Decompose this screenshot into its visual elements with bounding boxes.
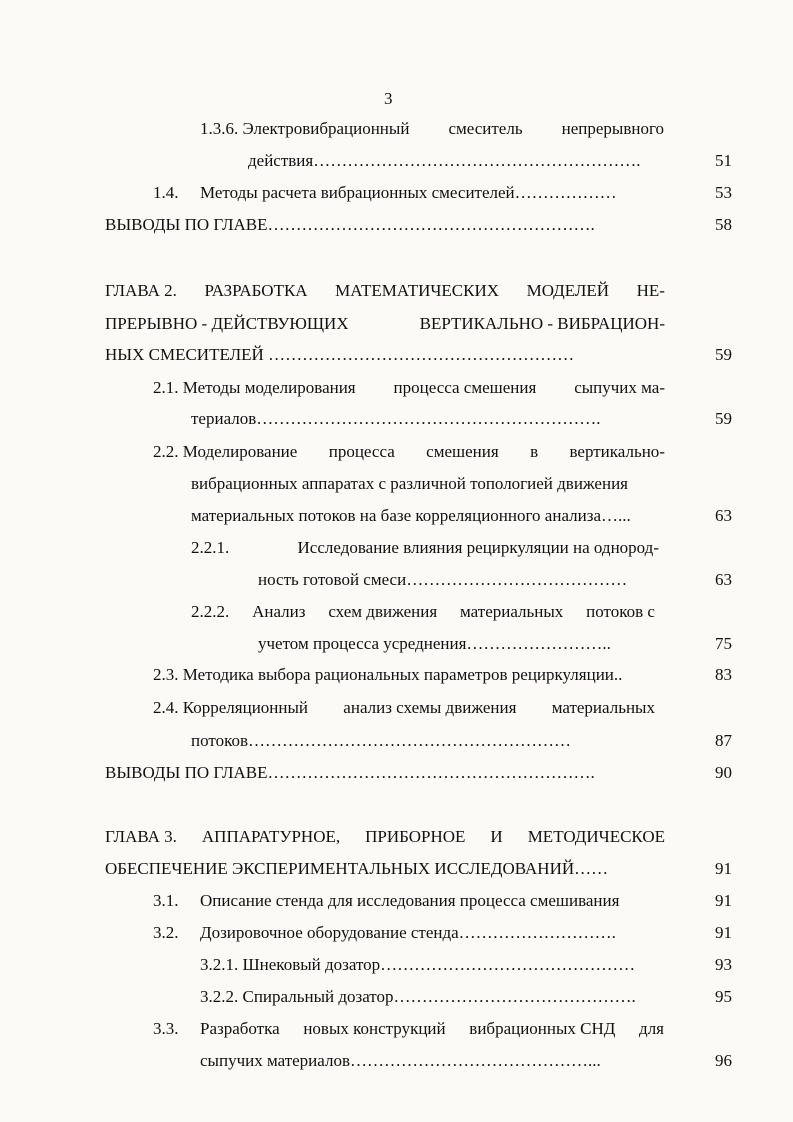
toc-word: вертикально- xyxy=(569,442,665,461)
toc-word: ГЛАВА 2. xyxy=(105,281,177,300)
toc-entry-3-2-2: 3.2.2. Спиральный дозатор……………………………………. xyxy=(200,987,636,1006)
toc-entry-2-2-1-line1 xyxy=(191,537,659,559)
toc-word: непрерывного xyxy=(561,119,664,138)
toc-page-number: 87 xyxy=(715,731,732,750)
toc-word: 2.2.1. xyxy=(191,538,230,557)
toc-entry-1-4-number: 1.4. xyxy=(153,183,179,202)
toc-page-number: 75 xyxy=(715,634,732,653)
toc-entry-3-2-1: 3.2.1. Шнековый дозатор……………………………………… xyxy=(200,955,636,974)
toc-page-number: 63 xyxy=(715,506,732,525)
toc-word: ПРИБОРНОЕ xyxy=(365,827,466,846)
toc-page-number: 90 xyxy=(715,763,732,782)
toc-word: для xyxy=(639,1019,664,1038)
page-number: 3 xyxy=(384,89,393,108)
toc-word: АППАРАТУРНОЕ, xyxy=(201,827,341,846)
toc-entry-2-2-2-line2: учетом процесса усреднения…………………….. xyxy=(258,634,611,653)
toc-entry-2-1-line1 xyxy=(153,377,665,399)
toc-word: схем движения xyxy=(328,602,438,621)
toc-entry-3-1-title: Описание стенда для исследования процесса смешивания xyxy=(200,891,620,910)
toc-entry-1-4-title: Методы расчета вибрационных смесителей……………… xyxy=(200,183,617,202)
toc-entry-conclusions-2: ВЫВОДЫ ПО ГЛАВЕ…………………………………………………. xyxy=(105,763,595,782)
toc-page-number: 91 xyxy=(715,923,732,942)
toc-page-number: 59 xyxy=(715,345,732,364)
toc-page-number: 58 xyxy=(715,215,732,234)
toc-word: в xyxy=(530,442,539,461)
toc-page-number: 95 xyxy=(715,987,732,1006)
toc-word: 2.2. Моделирование xyxy=(153,442,298,461)
toc-word: ПРЕРЫВНО - ДЕЙСТВУЮЩИХ xyxy=(105,314,349,333)
toc-word: РАЗРАБОТКА xyxy=(204,281,308,300)
toc-word: Исследование влияния рециркуляции на однород- xyxy=(297,538,659,557)
toc-entry-2-4-line2: потоков………………………………………………… xyxy=(191,731,572,750)
toc-chapter-2-line3: НЫХ СМЕСИТЕЛЕЙ ……………………………………………… xyxy=(105,345,575,364)
toc-word: смешения xyxy=(426,442,499,461)
toc-word: МЕТОДИЧЕСКОЕ xyxy=(527,827,665,846)
toc-word: смеситель xyxy=(448,119,523,138)
toc-entry-2-2-line1 xyxy=(153,441,665,463)
toc-entry-2-1-line2: териалов……………………………………………………. xyxy=(191,409,601,428)
toc-word: 2.4. Корреляционный xyxy=(153,698,309,717)
toc-word: анализ схемы движения xyxy=(343,698,517,717)
toc-word: НЕ- xyxy=(636,281,665,300)
toc-word: материальных xyxy=(460,602,564,621)
toc-entry-3-3-number: 3.3. xyxy=(153,1019,179,1038)
toc-chapter-2-line1 xyxy=(105,280,665,302)
toc-entry-2-3: 2.3. Методика выбора рациональных параметров рециркуляции.. xyxy=(153,665,623,684)
toc-page-number: 93 xyxy=(715,955,732,974)
toc-entry-2-2-line3: материальных потоков на базе корреляционного анализа…... xyxy=(191,506,631,525)
toc-word: вибрационных СНД xyxy=(469,1019,616,1038)
toc-page-number: 53 xyxy=(715,183,732,202)
toc-word: новых конструкций xyxy=(303,1019,446,1038)
toc-entry-2-2-2-line1 xyxy=(191,601,655,623)
toc-entry-1-3-6-line1 xyxy=(200,118,664,140)
toc-page-number: 91 xyxy=(715,859,732,878)
toc-entry-2-4-line1 xyxy=(153,697,655,719)
toc-word: 1.3.6. Электровибрационный xyxy=(200,119,410,138)
toc-word: МОДЕЛЕЙ xyxy=(526,281,610,300)
toc-page-number: 63 xyxy=(715,570,732,589)
toc-word: сыпучих ма- xyxy=(574,378,665,397)
toc-entry-conclusions-1: ВЫВОДЫ ПО ГЛАВЕ…………………………………………………. xyxy=(105,215,595,234)
toc-word: ГЛАВА 3. xyxy=(105,827,177,846)
toc-entry-3-1-number: 3.1. xyxy=(153,891,179,910)
toc-entry-1-3-6-line2: действия…………………………………………………. xyxy=(248,151,641,170)
toc-chapter-3-line2: ОБЕСПЕЧЕНИЕ ЭКСПЕРИМЕНТАЛЬНЫХ ИССЛЕДОВАНИЙ…… xyxy=(105,859,609,878)
toc-entry-3-3-line1 xyxy=(200,1018,664,1040)
toc-word: процесса смешения xyxy=(393,378,537,397)
toc-word: материальных xyxy=(551,698,655,717)
toc-chapter-3-line1 xyxy=(105,826,665,848)
toc-word: Разработка xyxy=(200,1019,280,1038)
toc-word: 2.2.2. xyxy=(191,602,230,621)
toc-entry-2-2-1-line2: ность готовой смеси………………………………… xyxy=(258,570,628,589)
toc-word: ВЕРТИКАЛЬНО - ВИБРАЦИОН- xyxy=(419,314,665,333)
toc-word: И xyxy=(490,827,503,846)
toc-entry-3-2-number: 3.2. xyxy=(153,923,179,942)
toc-word: 2.1. Методы моделирования xyxy=(153,378,356,397)
toc-entry-2-2-line2: вибрационных аппаратах с различной топологией движения xyxy=(191,474,628,493)
toc-page-number: 51 xyxy=(715,151,732,170)
toc-page-number: 59 xyxy=(715,409,732,428)
toc-page-number: 91 xyxy=(715,891,732,910)
toc-word: потоков с xyxy=(586,602,655,621)
toc-entry-3-2-title: Дозировочное оборудование стенда………………………. xyxy=(200,923,616,942)
toc-entry-3-3-line2: сыпучих материалов……………………………………... xyxy=(200,1051,601,1070)
toc-page-number: 96 xyxy=(715,1051,732,1070)
toc-word: МАТЕМАТИЧЕСКИХ xyxy=(335,281,500,300)
toc-word: Анализ xyxy=(252,602,306,621)
toc-page-number: 83 xyxy=(715,665,732,684)
toc-chapter-2-line2 xyxy=(105,313,665,335)
toc-word: процесса xyxy=(328,442,395,461)
